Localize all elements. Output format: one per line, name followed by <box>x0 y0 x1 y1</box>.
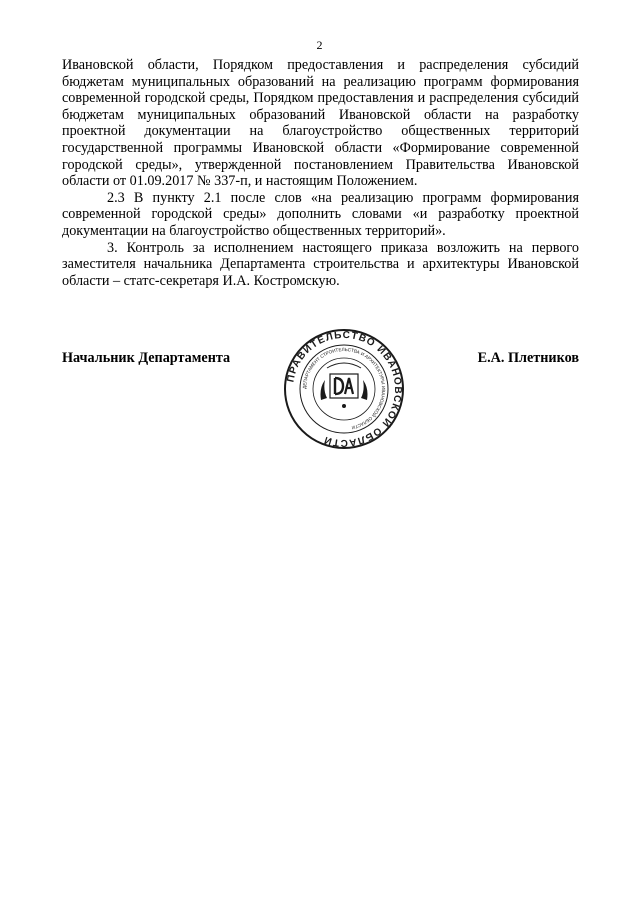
seal-outer-text: ПРАВИТЕЛЬСТВО ИВАНОВСКОЙ ОБЛАСТИ <box>285 329 404 449</box>
signature-block <box>62 328 579 448</box>
document-body <box>62 57 579 289</box>
page-number: 2 <box>316 38 323 52</box>
paragraph-3: 3. Контроль за исполнением настоящего приказа возложить на первого заместителя начальника Департамента строительства и архитектуры Ивановской области – статс-секретаря И.А. Костромскую. <box>62 239 579 289</box>
paragraph-2-3: 2.3 В пункту 2.1 после слов «на реализацию программ формирования современной городской среды» дополнить словами «и разработку проектной документации на благоустройство общественных территорий». <box>62 189 579 239</box>
seal-inner-text: ДЕПАРТАМЕНТ СТРОИТЕЛЬСТВА И АРХИТЕКТУРЫ ИВАНОВСКОЙ ОБЛАСТИ <box>301 346 387 431</box>
official-seal-stamp <box>283 328 405 450</box>
paragraph-continuation: Ивановской области, Порядком предоставления и распределения субсидий бюджетам муниципальных образований на реализацию программ формирования современной городской среды, Порядком предоставления и распределения субсидий бюджетам муниципальных образований Ивановской области на разработку проектной документации на благоустройство общественных территорий государственной программы Ивановской области «Формирование современной городской среды», утвержденной постановлением Правительства Ивановской области от 01.09.2017 № 337-п, и настоящим Положением. <box>62 57 579 190</box>
signatory-title: Начальник Департамента <box>62 350 231 366</box>
seal-emblem-icon <box>321 363 368 408</box>
signatory-name: Е.А. Плетников <box>477 350 579 366</box>
